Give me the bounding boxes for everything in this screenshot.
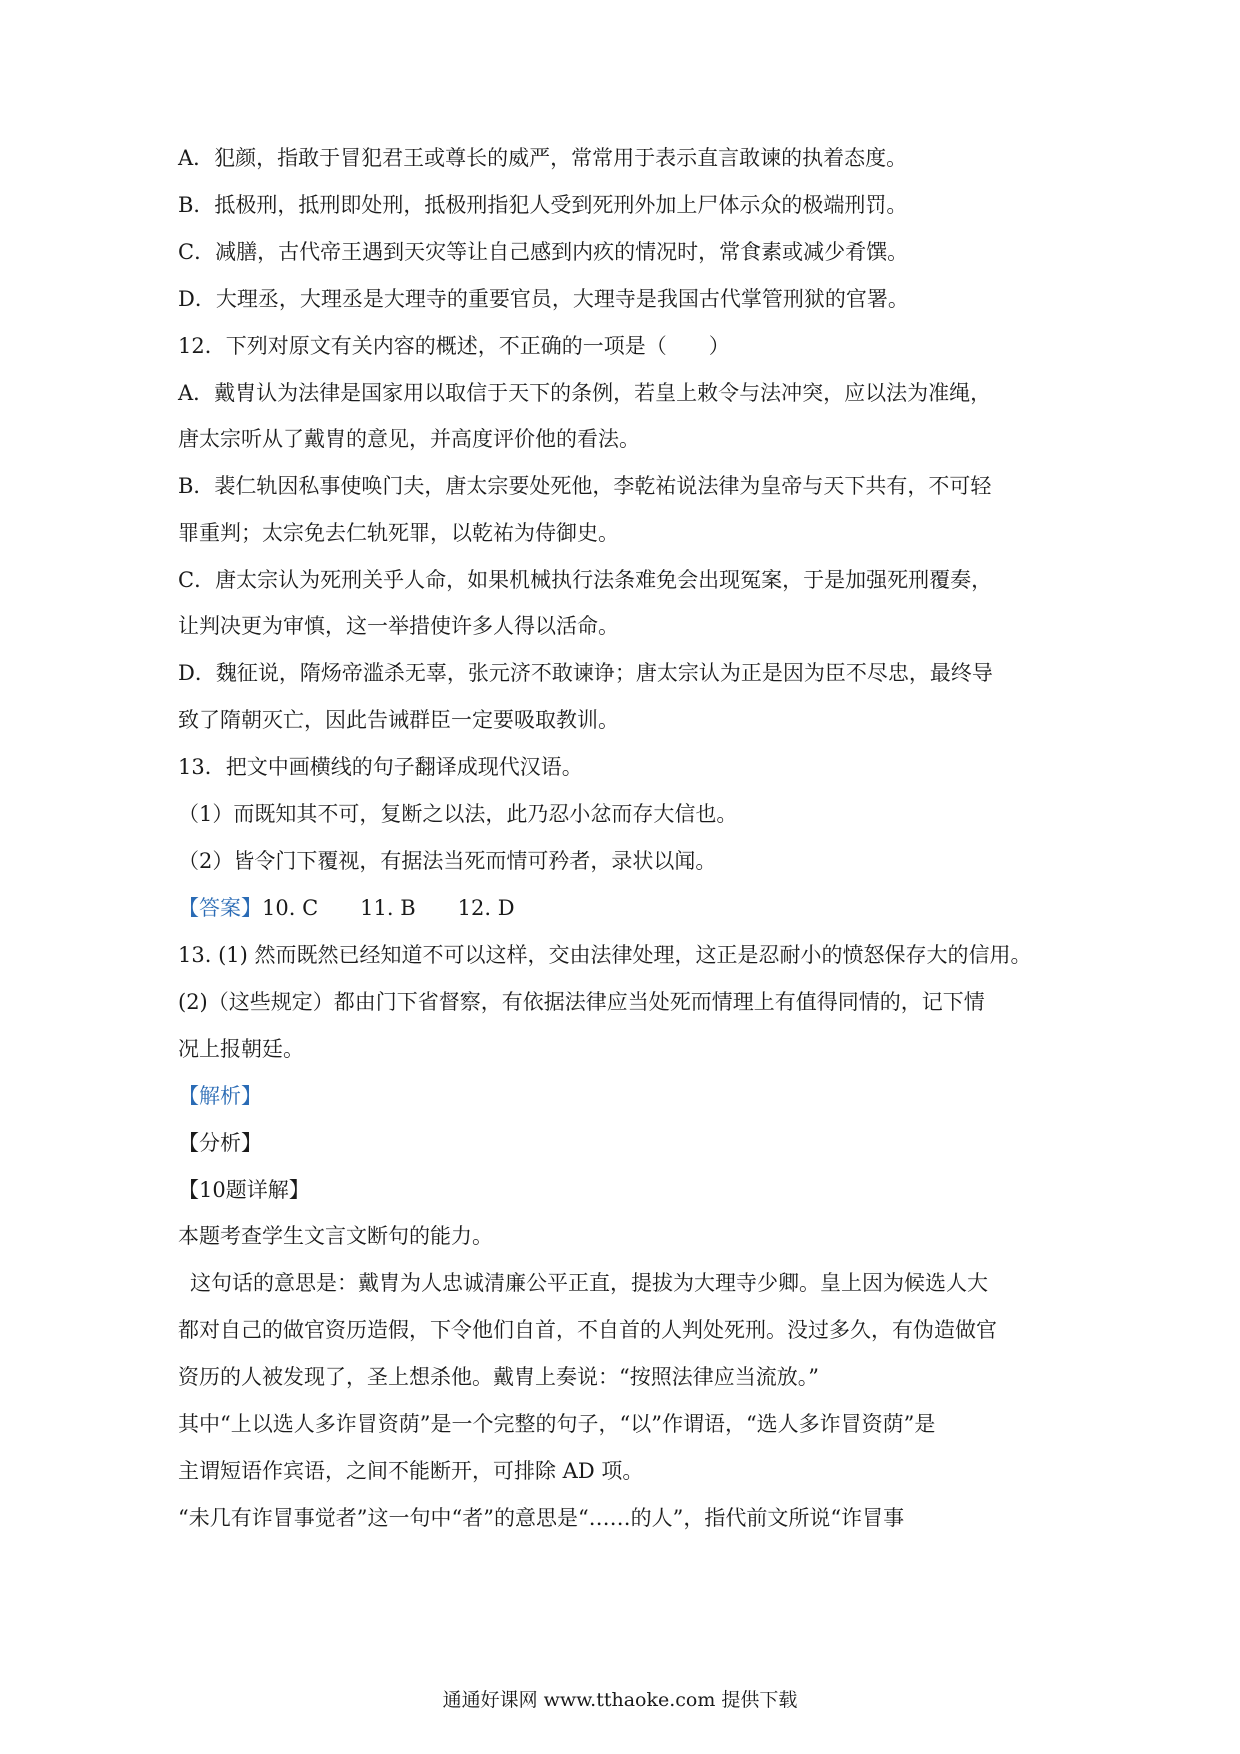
analysis-p1-line1: 这句话的意思是：戴胄为人忠诚清廉公平正直，提拔为大理寺少卿。皇上因为候选人大 [190,1271,988,1295]
q12-option-b-line1: B．裴仁轨因私事使唤门夫，唐太宗要处死他，李乾祐说法律为皇帝与天下共有，不可轻 [178,474,992,498]
q10-detail-label: 【10题详解】 [178,1178,310,1202]
q12-option-a-line2: 唐太宗听从了戴胄的意见，并高度评价他的看法。 [178,427,640,451]
answer-label: 【答案】 [178,896,262,920]
q11-option-b: B．抵极刑，抵刑即处刑，抵极刑指犯人受到死刑外加上尸体示众的极端刑罚。 [178,193,908,217]
q12-option-c-line2: 让判决更为审慎，这一举措使许多人得以活命。 [178,614,619,638]
analysis-label: 【解析】 [178,1084,262,1108]
q12-option-a-line1: A．戴胄认为法律是国家用以取信于天下的条例，若皇上敕令与法冲突，应以法为准绳， [178,381,992,405]
q13-stem: 13．把文中画横线的句子翻译成现代汉语。 [178,755,583,779]
q12-stem: 12．下列对原文有关内容的概述，不正确的一项是（ ） [178,334,730,358]
analysis-p2-line2: 主谓短语作宾语，之间不能断开，可排除 AD 项。 [178,1459,644,1483]
q13-sentence-2: （2）皆令门下覆视，有据法当死而情可矜者，录状以闻。 [178,849,717,873]
q12-option-c-line1: C．唐太宗认为死刑关乎人命，如果机械执行法条难免会出现冤案，于是加强死刑覆奏， [178,568,993,592]
q11-option-a: A．犯颜，指敢于冒犯君王或尊长的威严，常常用于表示直言敢谏的执着态度。 [178,146,908,170]
answer-line [178,894,515,922]
page-footer: 通通好课网 www.tthaoke.com 提供下载 [442,1689,798,1711]
q13-sentence-1: （1）而既知其不可，复断之以法，此乃忍小忿而存大信也。 [178,802,738,826]
analysis-p1-line2: 都对自己的做官资历造假，下令他们自首，不自首的人判处死刑。没过多久，有伪造做官 [178,1318,997,1342]
answer-text: 10. C 11. B 12. D [262,896,515,920]
analysis-line-1: 本题考查学生文言文断句的能力。 [178,1224,493,1248]
analysis-p3-line1: “未几有诈冒事觉者”这一句中“者”的意思是“……的人”，指代前文所说“诈冒事 [178,1506,905,1530]
answer-13-2-line1: (2)（这些规定）都由门下省督察，有依据法律应当处死而情理上有值得同情的，记下情 [178,990,985,1014]
analysis-p2-line1: 其中“上以选人多诈冒资荫”是一个完整的句子，“以”作谓语，“选人多诈冒资荫”是 [178,1412,936,1436]
answer-13-2-line2: 况上报朝廷。 [178,1037,304,1061]
q12-option-d-line1: D．魏征说，隋炀帝滥杀无辜，张元济不敢谏诤；唐太宗认为正是因为臣不尽忠，最终导 [178,661,993,685]
q11-option-d: D．大理丞，大理丞是大理寺的重要官员，大理寺是我国古代掌管刑狱的官署。 [178,287,909,311]
q11-option-c: C．减膳，古代帝王遇到天灾等让自己感到内疚的情况时，常食素或减少肴馔。 [178,240,909,264]
analysis-p1-line3: 资历的人被发现了，圣上想杀他。戴胄上奏说：“按照法律应当流放。” [178,1365,819,1389]
fenxi-label: 【分析】 [178,1131,262,1155]
answer-13-1: 13. (1) 然而既然已经知道不可以这样，交由法律处理，这正是忍耐小的愤怒保存大的信用。 [178,943,1032,967]
q12-option-d-line2: 致了隋朝灭亡，因此告诫群臣一定要吸取教训。 [178,708,619,732]
q12-option-b-line2: 罪重判；太宗免去仁轨死罪，以乾祐为侍御史。 [178,521,619,545]
